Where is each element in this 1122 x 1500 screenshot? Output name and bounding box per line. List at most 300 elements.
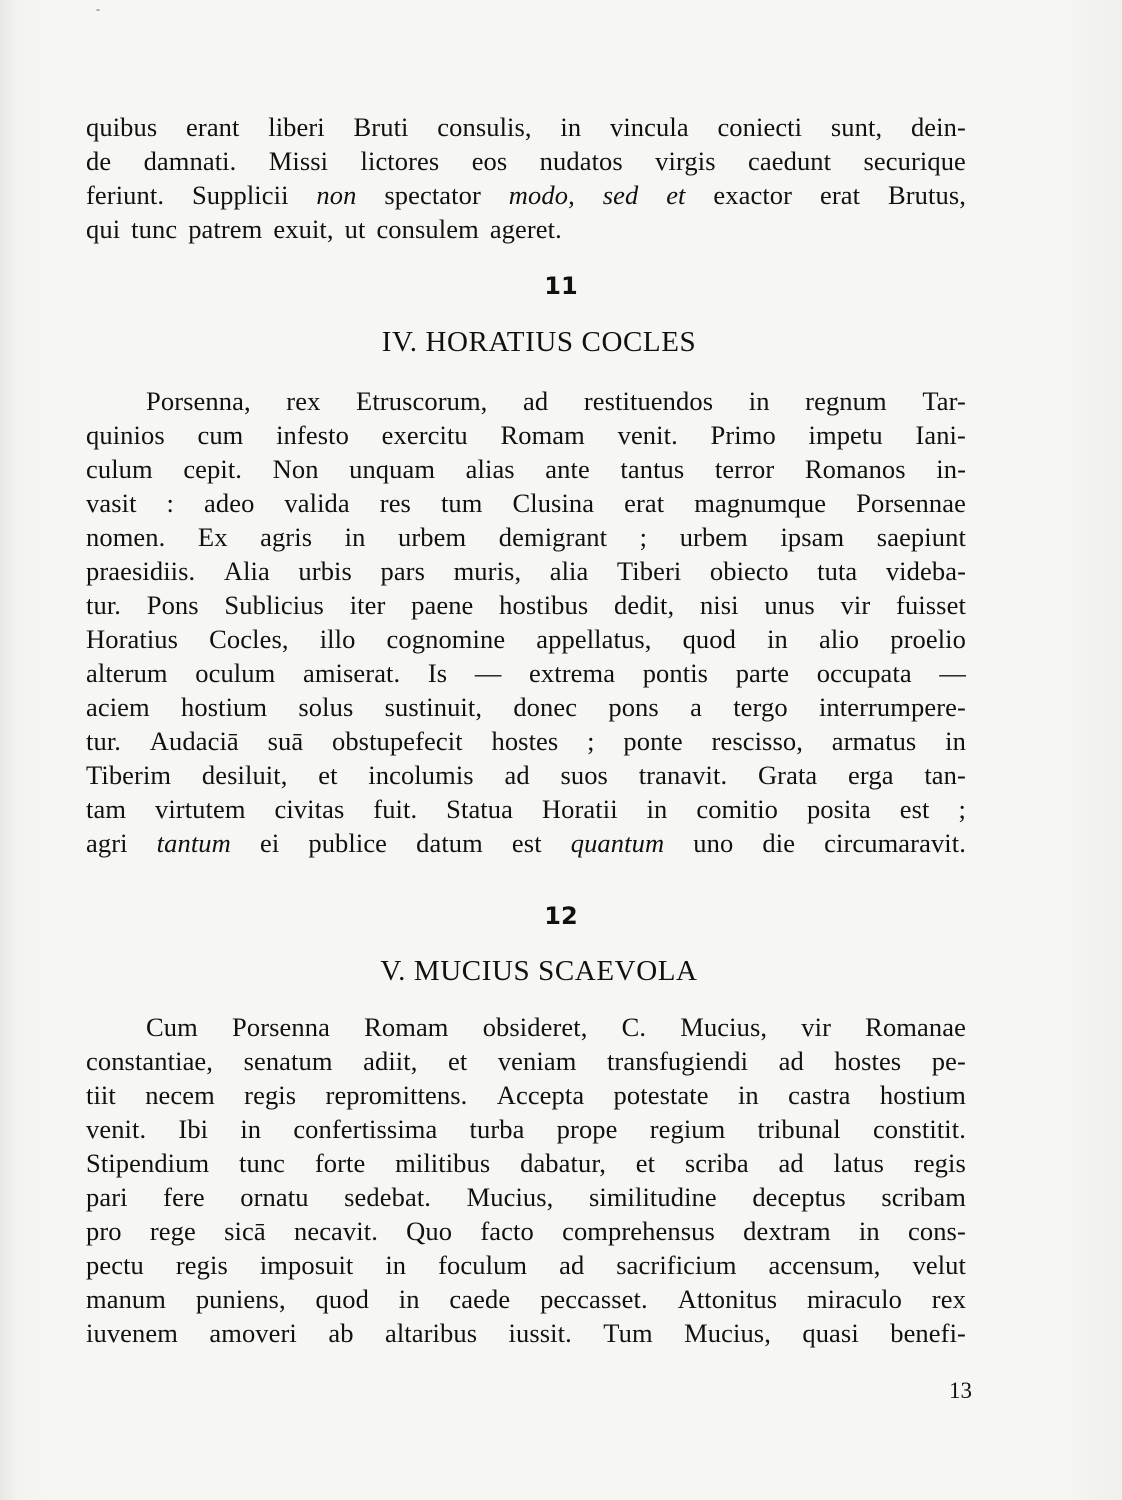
word: pectu [86,1250,144,1280]
word: publice [308,828,388,858]
word: tur. [86,590,122,620]
word: Cum [146,1012,198,1042]
word: ; [958,794,966,824]
word: Is [427,658,448,688]
paragraph-prior-section [86,110,966,246]
word: ipsam [780,522,845,552]
word: quinios [86,420,165,450]
word: armatus [831,726,917,756]
word: securique [863,146,966,176]
paragraph-horatius-cocles [86,384,966,860]
text-line [86,1112,966,1146]
word: ad [504,760,530,790]
text-line [86,1010,966,1044]
word: caede [449,1284,511,1314]
word: vasit [86,488,137,518]
word: transfugiendi [606,1046,749,1076]
word: quibus [86,112,158,142]
word: foculum [438,1250,528,1280]
word: erant [186,112,240,142]
word: manum [86,1284,166,1314]
word: regium [649,1114,726,1144]
word: tuta [817,556,858,586]
word: quod [315,1284,369,1314]
word: in [737,1080,759,1110]
word: interrumpere- [818,692,966,722]
word: sed [602,180,639,210]
word: caedunt [748,146,832,176]
word: Ibi [178,1114,209,1144]
text-line [86,622,966,656]
word: occupata [816,658,912,688]
word: in [344,522,366,552]
word: oculum [195,658,276,688]
word: agris [260,522,313,552]
word: Accepta [496,1080,585,1110]
text-line [86,486,966,520]
word: urbis [298,556,352,586]
word: tergo [733,692,788,722]
top-mark: - [96,2,100,16]
word: quasi [802,1318,859,1348]
word: et [447,1046,468,1076]
text-line [86,1316,966,1350]
word: Sublicius [224,590,324,620]
word: exercitu [381,420,468,450]
word: Supplicii [191,180,289,210]
word: unquam [349,454,436,484]
word: Romam [500,420,585,450]
word: benefi- [890,1318,966,1348]
word: in [560,112,582,142]
text-line [86,212,966,246]
word: ageret. [489,214,562,244]
section-number-11: 11 [544,272,578,300]
word: appellatus, [536,624,652,654]
text-line [86,1146,966,1180]
paragraph-mucius-scaevola [86,1010,966,1350]
text-line [86,588,966,622]
word: tiit [86,1080,116,1110]
word: sustinuit, [384,692,483,722]
word: erat [819,180,861,210]
word: Mucius, [684,1318,771,1348]
text-line [86,758,966,792]
text-line [86,418,966,452]
word: cum [197,420,244,450]
word: similitudine [588,1182,717,1212]
word: fere [163,1182,205,1212]
word: Audaciā [149,726,239,756]
word: patrem [188,214,263,244]
word: videba- [885,556,966,586]
word: rex [286,386,321,416]
word: ; [587,726,595,756]
word: in [240,1114,262,1144]
text-line [86,554,966,588]
word: paene [411,590,474,620]
word: desiluit, [201,760,288,790]
word: regis [913,1148,966,1178]
word: Tiberi [616,556,682,586]
word: Tar- [922,386,966,416]
text-line [86,144,966,178]
text-line [86,1044,966,1078]
word: pars [380,556,426,586]
word: a [690,692,702,722]
word: C. [621,1012,647,1042]
word: necavit. [293,1216,378,1246]
word: hostes [491,726,559,756]
word: vir [840,590,871,620]
word: tantum [156,828,231,858]
word: agri [86,828,128,858]
word: comitio [696,794,779,824]
word: hostes [834,1046,902,1076]
word: feriunt. [86,180,165,210]
word: tum [440,488,483,518]
word: obsideret, [482,1012,588,1042]
word: — [474,658,502,688]
word: : [166,488,175,518]
word: ad [559,1250,585,1280]
word: culum [86,454,153,484]
word: iussit. [508,1318,572,1348]
text-line [86,178,966,212]
word: extrema [529,658,616,688]
word: magnumque [694,488,827,518]
word: suos [560,760,608,790]
word: Iani- [915,420,966,450]
word: Bruti [353,112,409,142]
word: donec [513,692,578,722]
word: necem [145,1080,215,1110]
word: quantum [570,828,665,858]
word: — [939,658,966,688]
word: ei [259,828,280,858]
word: tunc [131,214,178,244]
word: dextram [743,1216,831,1246]
word: et [666,180,686,210]
text-line [86,690,966,724]
word: damnati. [143,146,237,176]
word: tunc [239,1148,286,1178]
word: iuvenem [86,1318,178,1348]
word: Ex [197,522,228,552]
word: ad [778,1148,804,1178]
word: illo [319,624,356,654]
word: nudatos [539,146,623,176]
text-line [86,520,966,554]
word: ad [778,1046,804,1076]
word: tantus [620,454,685,484]
word: Romanos [804,454,906,484]
word: Quo [406,1216,453,1246]
word: potestate [613,1080,709,1110]
word: amiserat. [302,658,401,688]
word: unus [764,590,815,620]
section-heading-mucius-scaevola: V. MUCIUS SCAEVOLA [380,955,698,987]
word: est [511,828,542,858]
word: deceptus [752,1182,846,1212]
word: datum [416,828,483,858]
word: eos [471,146,508,176]
word: in- [936,454,966,484]
word: prope [556,1114,618,1144]
word: Horatius [86,624,179,654]
word: Etruscorum, [356,386,488,416]
word: praesidiis. [86,556,196,586]
word: rex [931,1284,966,1314]
word: fuit. [373,794,418,824]
word: tam [86,794,127,824]
word: nisi [699,590,739,620]
word: Tiberim [86,760,172,790]
text-line [86,656,966,690]
word: virgis [655,146,716,176]
word: confertissima [293,1114,438,1144]
word: pro [86,1216,122,1246]
word: quod [682,624,736,654]
word: exuit, [273,214,334,244]
word: obiecto [709,556,789,586]
word: tranavit. [638,760,728,790]
word: restituendos [583,386,714,416]
word: in [858,1216,880,1246]
word: in [748,386,770,416]
text-line [86,384,966,418]
word: iter [349,590,386,620]
word: Mucius, [680,1012,768,1042]
word: scriba [684,1148,749,1178]
word: cons- [908,1216,966,1246]
word: regis [244,1080,297,1110]
word: miraculo [806,1284,902,1314]
word: in [945,726,966,756]
word: facto [480,1216,534,1246]
word: in [767,624,788,654]
word: imposuit [259,1250,354,1280]
word: virtutem [154,794,246,824]
word: dabatur, [520,1148,606,1178]
word: exactor [713,180,793,210]
word: Horatii [541,794,618,824]
word: constantiae, [86,1046,214,1076]
word: infesto [276,420,349,450]
word: venit. [86,1114,147,1144]
word: modo, [508,180,575,210]
word: puniens, [195,1284,286,1314]
word: erat [624,488,665,518]
word: pons [608,692,659,722]
word: alio [818,624,860,654]
word: constitit. [872,1114,966,1144]
text-line [86,1214,966,1248]
word: venit. [617,420,678,450]
word: demigrant [498,522,608,552]
word: rege [149,1216,196,1246]
page-number: 13 [949,1378,972,1403]
word: altaribus [384,1318,478,1348]
word: civitas [274,794,345,824]
word: Grata [757,760,818,790]
word: dedit, [614,590,675,620]
word: regis [175,1250,228,1280]
word: posita [806,794,871,824]
word: adiit, [363,1046,418,1076]
word: tan- [924,760,966,790]
word: militibus [395,1148,491,1178]
section-heading-horatius-cocles: IV. HORATIUS COCLES [381,326,697,358]
word: ad [523,386,549,416]
word: in [398,1284,420,1314]
word: Romanae [865,1012,966,1042]
word: in [646,794,668,824]
word: pari [86,1182,128,1212]
word: alterum [86,658,168,688]
word: lictores [360,146,440,176]
word: urbem [398,522,467,552]
word: forte [314,1148,366,1178]
word: circumaravit. [824,828,966,858]
word: sacrificium [616,1250,737,1280]
word: Attonitus [677,1284,778,1314]
word: comprehensus [562,1216,715,1246]
word: valida [284,488,350,518]
word: dein- [910,112,966,142]
word: qui [86,214,121,244]
word: sicā [224,1216,266,1246]
word: Pons [146,590,199,620]
word: alias [465,454,515,484]
word: in [385,1250,407,1280]
word: non [316,180,357,210]
word: velut [912,1250,966,1280]
word: amoveri [209,1318,297,1348]
word: Tum [603,1318,653,1348]
word: turba [469,1114,525,1144]
word: Cocles, [209,624,289,654]
word: sedebat. [344,1182,432,1212]
word: aciem [86,692,150,722]
word: alia [549,556,589,586]
word: die [762,828,796,858]
text-line [86,452,966,486]
word: Statua [446,794,513,824]
word: accensum, [768,1250,881,1280]
word: consulem [376,214,479,244]
text-line [86,110,966,144]
word: repromittens. [325,1080,468,1110]
word: impetu [808,420,883,450]
word: et [635,1148,656,1178]
word: ; [639,522,648,552]
word: Mucius, [466,1182,554,1212]
text-line [86,724,966,758]
word: tribunal [757,1114,841,1144]
word: latus [833,1148,885,1178]
text-line [86,826,966,860]
word: tur. [86,726,122,756]
word: Porsenna, [146,386,251,416]
word: est [899,794,930,824]
word: coniecti [717,112,803,142]
word: Stipendium [86,1148,210,1178]
word: proelio [890,624,966,654]
word: ut [344,214,366,244]
word: Non [272,454,319,484]
word: Primo [710,420,776,450]
word: consulis, [437,112,532,142]
word: liberi [268,112,325,142]
word: sunt, [830,112,883,142]
word: Clusina [512,488,595,518]
word: res [379,488,411,518]
word: ponte [623,726,683,756]
word: muris, [453,556,522,586]
word: hostium [879,1080,966,1110]
word: spectator [384,180,481,210]
word: vir [801,1012,832,1042]
word: uno [693,828,734,858]
word: terror [714,454,775,484]
word: Alia [223,556,270,586]
word: Missi [268,146,329,176]
text-line [86,1282,966,1316]
text-line [86,1078,966,1112]
word: ornatu [240,1182,309,1212]
word: ante [545,454,590,484]
word: cognomine [386,624,506,654]
text-line [86,1248,966,1282]
word: incolumis [368,760,474,790]
word: peccasset. [540,1284,648,1314]
word: suā [267,726,304,756]
text-line [86,1180,966,1214]
word: Brutus, [887,180,966,210]
section-number-12: 12 [544,902,578,930]
word: hostibus [499,590,589,620]
word: adeo [204,488,255,518]
text-line [86,792,966,826]
word: senatum [243,1046,333,1076]
word: obstupefecit [331,726,463,756]
word: Romam [364,1012,449,1042]
word: de [86,146,112,176]
word: ab [328,1318,354,1348]
word: et [318,760,338,790]
word: Porsenna [232,1012,330,1042]
word: castra [788,1080,851,1110]
word: veniam [497,1046,577,1076]
word: parte [735,658,790,688]
word: saepiunt [876,522,966,552]
word: scribam [881,1182,966,1212]
word: nomen. [86,522,166,552]
word: regnum [805,386,887,416]
word: rescisso, [711,726,803,756]
word: erga [848,760,894,790]
word: vincula [609,112,689,142]
word: pontis [642,658,709,688]
word: cepit. [183,454,243,484]
word: solus [298,692,354,722]
word: pe- [931,1046,966,1076]
word: hostium [181,692,268,722]
word: fuisset [896,590,966,620]
word: Porsennae [856,488,966,518]
word: urbem [679,522,748,552]
